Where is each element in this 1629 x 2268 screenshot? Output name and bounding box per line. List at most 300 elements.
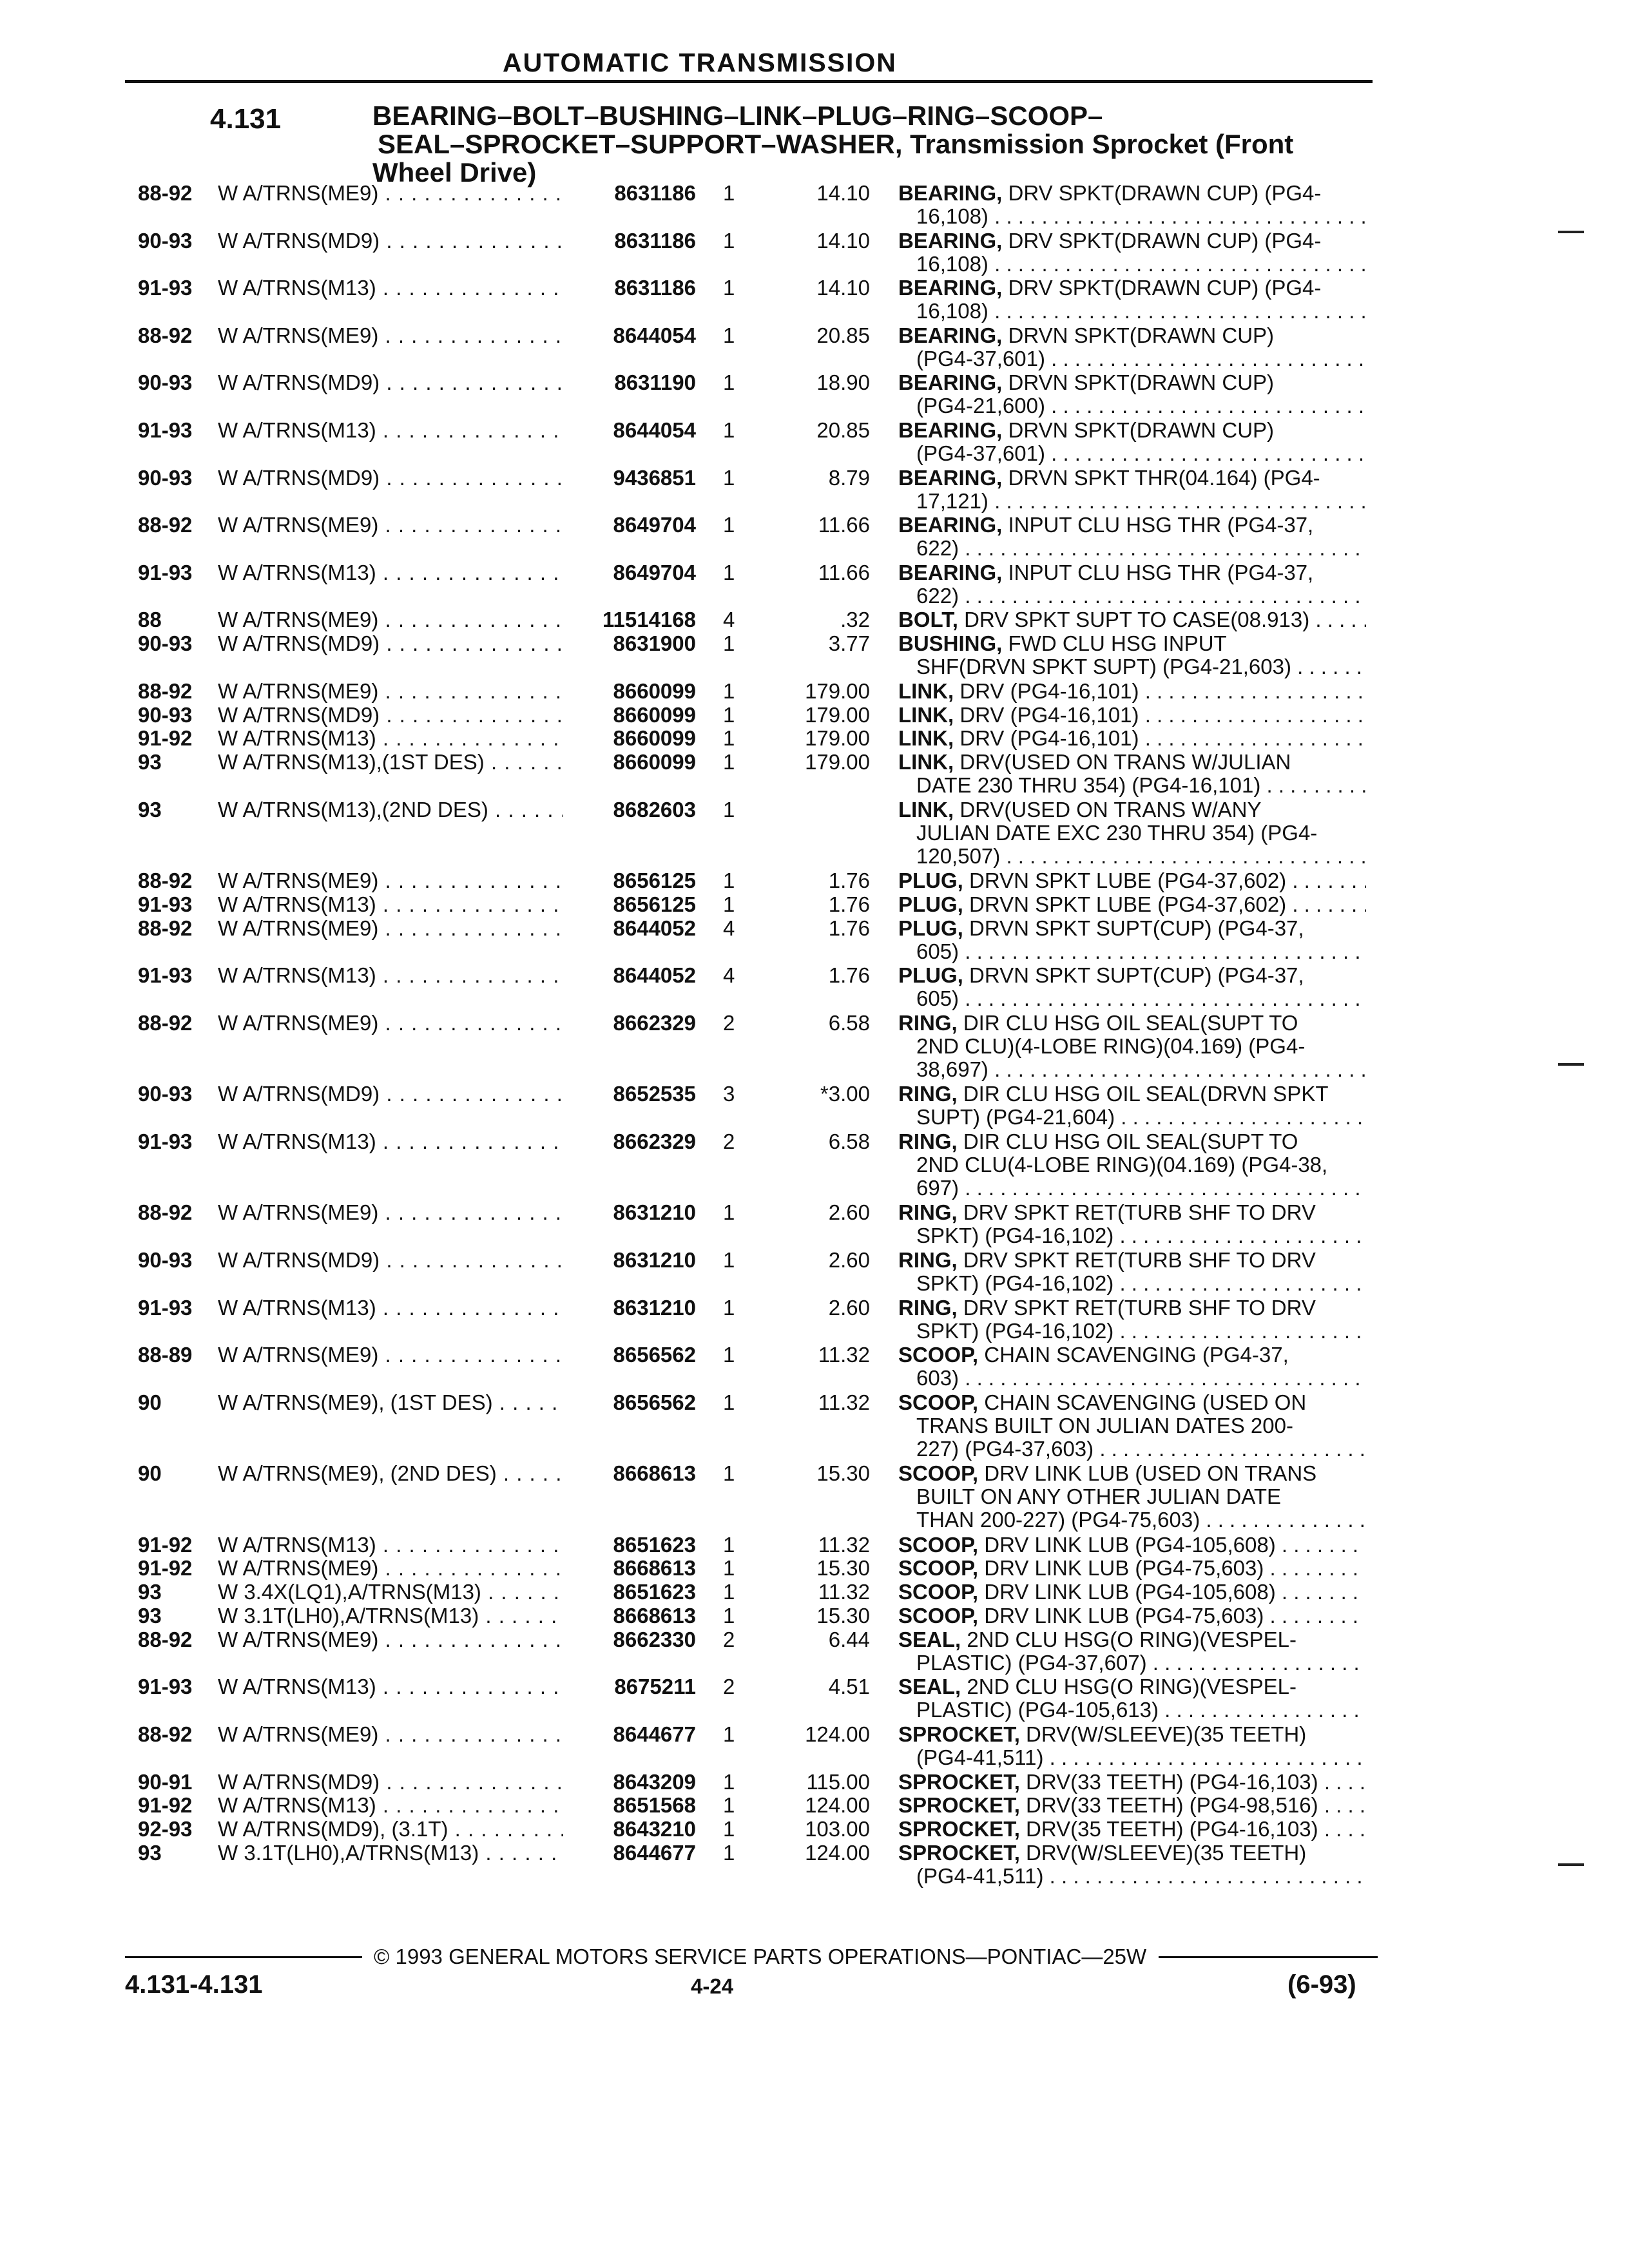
model-years: 91-93 xyxy=(138,1675,193,1698)
application: W A/TRNS(ME9) . . . xyxy=(218,1201,563,1224)
description xyxy=(898,1723,1366,1769)
part-number: 8668613 xyxy=(613,1461,696,1485)
description xyxy=(898,1082,1366,1129)
application: W 3.1T(LH0),A/TRNS(M13) . . . xyxy=(218,1841,563,1865)
quantity: 1 xyxy=(723,1770,735,1794)
footer-rule xyxy=(1159,1956,1378,1958)
part-row xyxy=(0,1391,1629,1462)
application: W 3.1T(LH0),A/TRNS(M13) . . . xyxy=(218,1604,563,1628)
description xyxy=(898,371,1366,418)
part-name: SCOOP, xyxy=(898,1557,979,1580)
price: 1.76 xyxy=(828,916,870,940)
description-text: DIR CLU HSG OIL SEAL(DRVN SPKT xyxy=(963,1082,1329,1106)
description-text: DIR CLU HSG OIL SEAL(SUPT TO xyxy=(963,1130,1298,1153)
quantity: 1 xyxy=(723,229,735,253)
part-number: 8662329 xyxy=(613,1129,696,1153)
application: W A/TRNS(ME9) . . . xyxy=(218,324,563,347)
price: 11.32 xyxy=(818,1580,870,1604)
part-name: RING, xyxy=(898,1082,958,1106)
description-line xyxy=(898,324,1366,347)
section-number: 4.131 xyxy=(210,103,282,135)
quantity: 4 xyxy=(723,608,735,631)
quantity: 2 xyxy=(723,1628,735,1651)
description-text: DATE 230 THRU 354) (PG4-16,101) xyxy=(916,774,1261,797)
application: W A/TRNS(ME9) . . . xyxy=(218,1723,563,1746)
part-row xyxy=(0,324,1629,372)
price: 11.66 xyxy=(818,561,870,584)
part-name: RING, xyxy=(898,1130,958,1153)
model-years: 91-93 xyxy=(138,1129,193,1153)
description-line xyxy=(898,940,1366,963)
description-line xyxy=(898,1082,1366,1106)
part-row xyxy=(0,466,1629,514)
description-text: DRV(W/SLEEVE)(35 TEETH) xyxy=(1026,1723,1307,1746)
part-number: 8644054 xyxy=(613,418,696,442)
model-years: 88-92 xyxy=(138,1722,193,1746)
description-text: 2ND CLU(4-LOBE RING)(04.169) (PG4-38, xyxy=(916,1153,1328,1177)
description-line xyxy=(898,1651,1366,1675)
part-name: BEARING, xyxy=(898,371,1003,394)
price: 4.51 xyxy=(828,1675,870,1698)
part-row xyxy=(0,964,1629,1012)
price: 115.00 xyxy=(806,1770,870,1794)
description-text: 2ND CLU)(4-LOBE RING)(04.169) (PG4- xyxy=(916,1035,1306,1058)
description-line xyxy=(898,276,1366,300)
part-name: SPROCKET, xyxy=(898,1771,1020,1794)
part-number: 8660099 xyxy=(613,703,696,727)
model-years: 91-93 xyxy=(138,418,193,442)
description xyxy=(898,1771,1366,1794)
quantity: 1 xyxy=(723,370,735,394)
application: W A/TRNS(ME9) . . . xyxy=(218,1557,563,1580)
description-text: DRV (PG4-16,101) xyxy=(959,727,1139,750)
price: 124.00 xyxy=(805,1841,870,1865)
description-line xyxy=(898,1343,1366,1367)
part-row xyxy=(0,1533,1629,1557)
application: W A/TRNS(MD9) . . . xyxy=(218,1771,563,1794)
part-name: SCOOP, xyxy=(898,1343,979,1367)
description xyxy=(898,680,1366,703)
part-name: BUSHING, xyxy=(898,632,1003,655)
description xyxy=(898,1130,1366,1200)
quantity: 1 xyxy=(723,892,735,916)
model-years: 88-92 xyxy=(138,1200,193,1224)
part-number: 8651568 xyxy=(613,1793,696,1817)
description-text: DRV (PG4-16,101) xyxy=(959,680,1139,703)
model-years: 93 xyxy=(138,798,162,822)
description-line xyxy=(898,561,1366,584)
part-name: RING, xyxy=(898,1249,958,1272)
description-line xyxy=(898,1841,1366,1865)
model-years: 91-93 xyxy=(138,276,193,300)
description-line xyxy=(898,1012,1366,1035)
description-line xyxy=(898,822,1366,845)
description-line xyxy=(898,1604,1366,1628)
part-name: PLUG, xyxy=(898,917,963,940)
description xyxy=(898,1841,1366,1888)
model-years: 92-93 xyxy=(138,1817,193,1841)
description-text: DRVN SPKT(DRAWN CUP) xyxy=(1008,371,1275,394)
description xyxy=(898,182,1366,228)
part-row xyxy=(0,917,1629,965)
quantity: 1 xyxy=(723,1580,735,1604)
part-row xyxy=(0,727,1629,751)
description-line xyxy=(898,419,1366,442)
description-text: DRVN SPKT SUPT(CUP) (PG4-37, xyxy=(969,917,1304,940)
part-row xyxy=(0,1581,1629,1604)
application: W A/TRNS(ME9) . . . xyxy=(218,1628,563,1651)
description-line xyxy=(898,1296,1366,1320)
description xyxy=(898,1201,1366,1247)
description-line xyxy=(898,798,1366,822)
model-years: 88-92 xyxy=(138,869,193,892)
price: 2.60 xyxy=(828,1248,870,1272)
quantity: 1 xyxy=(723,1817,735,1841)
model-years: 88-92 xyxy=(138,181,193,205)
part-name: RING, xyxy=(898,1012,958,1035)
description-text: 622) xyxy=(916,584,959,608)
part-number: 8660099 xyxy=(613,750,696,774)
quantity: 1 xyxy=(723,418,735,442)
description-text: PLASTIC) (PG4-37,607) xyxy=(916,1651,1147,1675)
description xyxy=(898,893,1366,916)
application: W A/TRNS(M13) . . . xyxy=(218,964,563,987)
description xyxy=(898,1462,1366,1532)
description-line xyxy=(898,229,1366,253)
model-years: 88-92 xyxy=(138,1628,193,1651)
part-row xyxy=(0,371,1629,419)
description xyxy=(898,1249,1366,1295)
quantity: 3 xyxy=(723,1082,735,1106)
description-text: DRVN SPKT LUBE (PG4-37,602) xyxy=(969,893,1287,916)
price: 179.00 xyxy=(805,750,870,774)
description xyxy=(898,1533,1366,1557)
quantity: 1 xyxy=(723,869,735,892)
description-line xyxy=(898,1367,1366,1390)
footer-copyright: © 1993 GENERAL MOTORS SERVICE PARTS OPERATIONS—PONTIAC—25W xyxy=(374,1945,1147,1968)
description xyxy=(898,704,1366,727)
quantity: 1 xyxy=(723,323,735,347)
quantity: 1 xyxy=(723,631,735,655)
description-text: DRV(USED ON TRANS W/ANY xyxy=(959,798,1262,822)
price: 11.32 xyxy=(818,1533,870,1557)
application: W 3.4X(LQ1),A/TRNS(M13) . . . xyxy=(218,1581,563,1604)
quantity: 1 xyxy=(723,513,735,537)
model-years: 88-92 xyxy=(138,323,193,347)
price: 11.32 xyxy=(818,1390,870,1414)
model-years: 91-92 xyxy=(138,1793,193,1817)
part-number: 8668613 xyxy=(613,1604,696,1628)
part-name: SCOOP, xyxy=(898,1581,979,1604)
application: W A/TRNS(ME9) . . . xyxy=(218,1343,563,1367)
description-text: 16,108) xyxy=(916,300,988,323)
description-line xyxy=(898,774,1366,797)
price: 103.00 xyxy=(805,1817,870,1841)
model-years: 90-93 xyxy=(138,1248,193,1272)
model-years: 90-93 xyxy=(138,1082,193,1106)
description-text: 120,507) xyxy=(916,845,1001,868)
application: W A/TRNS(MD9), (3.1T) . . . xyxy=(218,1818,563,1841)
description-text: DRV(33 TEETH) (PG4-16,103) xyxy=(1026,1771,1318,1794)
description-line xyxy=(898,1675,1366,1698)
quantity: 1 xyxy=(723,561,735,584)
description-text: 603) xyxy=(916,1367,959,1390)
description-line xyxy=(898,490,1366,513)
description-line xyxy=(898,1557,1366,1580)
description xyxy=(898,1628,1366,1675)
part-name: SCOOP, xyxy=(898,1391,979,1414)
part-number: 8656125 xyxy=(613,869,696,892)
part-name: SCOOP, xyxy=(898,1462,979,1485)
part-number: 8675211 xyxy=(614,1675,696,1698)
price: 6.58 xyxy=(828,1011,870,1035)
description-line xyxy=(898,253,1366,276)
price: 124.00 xyxy=(805,1793,870,1817)
margin-mark xyxy=(1558,1063,1584,1066)
description-text: DRV(USED ON TRANS W/JULIAN xyxy=(959,751,1291,774)
part-row xyxy=(0,893,1629,917)
application: W A/TRNS(MD9) . . . xyxy=(218,1082,563,1106)
part-name: SCOOP, xyxy=(898,1604,979,1628)
description xyxy=(898,727,1366,750)
description-text: DRV(33 TEETH) (PG4-98,516) xyxy=(1026,1794,1318,1817)
part-row xyxy=(0,1771,1629,1794)
model-years: 91-93 xyxy=(138,561,193,584)
description-text: SUPT) (PG4-21,604) xyxy=(916,1106,1115,1129)
part-number: 8660099 xyxy=(613,679,696,703)
model-years: 93 xyxy=(138,1604,162,1628)
price: 1.76 xyxy=(828,963,870,987)
description xyxy=(898,419,1366,465)
description-line xyxy=(898,845,1366,868)
model-years: 90 xyxy=(138,1390,162,1414)
description xyxy=(898,964,1366,1010)
description-text: 38,697) xyxy=(916,1058,988,1081)
description-text: DRV SPKT RET(TURB SHF TO DRV xyxy=(963,1296,1316,1320)
section-title-line: Wheel Drive) xyxy=(372,157,537,187)
description-line xyxy=(898,680,1366,703)
price: 11.66 xyxy=(818,513,870,537)
model-years: 90-93 xyxy=(138,466,193,490)
description-text: PLASTIC) (PG4-105,613) xyxy=(916,1698,1159,1722)
description xyxy=(898,869,1366,892)
part-number: 8652535 xyxy=(613,1082,696,1106)
part-name: BEARING, xyxy=(898,561,1003,584)
description xyxy=(898,1604,1366,1628)
part-number: 8631190 xyxy=(614,370,696,394)
description xyxy=(898,1581,1366,1604)
part-name: BEARING, xyxy=(898,324,1003,347)
description xyxy=(898,1557,1366,1580)
description-text: 16,108) xyxy=(916,205,988,228)
description-text: DRVN SPKT LUBE (PG4-37,602) xyxy=(969,869,1287,892)
quantity: 1 xyxy=(723,1343,735,1367)
description-text: CHAIN SCAVENGING (USED ON xyxy=(984,1391,1307,1414)
quantity: 1 xyxy=(723,1722,735,1746)
description-text: (PG4-37,601) xyxy=(916,442,1045,465)
part-row xyxy=(0,1628,1629,1676)
description-text: 697) xyxy=(916,1177,959,1200)
description-text: SPKT) (PG4-16,102) xyxy=(916,1320,1114,1343)
price: 8.79 xyxy=(828,466,870,490)
part-row xyxy=(0,561,1629,609)
description-line xyxy=(898,1462,1366,1485)
quantity: 1 xyxy=(723,1556,735,1580)
part-name: BEARING, xyxy=(898,514,1003,537)
part-name: SPROCKET, xyxy=(898,1723,1020,1746)
part-number: 8662329 xyxy=(613,1011,696,1035)
part-number: 8660099 xyxy=(613,726,696,750)
description-line xyxy=(898,394,1366,418)
price: 2.60 xyxy=(828,1200,870,1224)
price: 179.00 xyxy=(805,726,870,750)
description-line xyxy=(898,1272,1366,1295)
part-row xyxy=(0,1818,1629,1841)
description-text: DRVN SPKT SUPT(CUP) (PG4-37, xyxy=(969,964,1304,987)
footer-page-number: 4-24 xyxy=(691,1974,734,1998)
price: 179.00 xyxy=(805,703,870,727)
application: W A/TRNS(M13) . . . xyxy=(218,561,563,584)
description xyxy=(898,751,1366,797)
description-line xyxy=(898,964,1366,987)
part-row xyxy=(0,798,1629,869)
description-line xyxy=(898,514,1366,537)
part-name: PLUG, xyxy=(898,893,963,916)
description xyxy=(898,514,1366,560)
part-row xyxy=(0,1675,1629,1723)
price: 3.77 xyxy=(828,631,870,655)
part-number: 9436851 xyxy=(613,466,696,490)
footer-date-code: (6-93) xyxy=(1287,1970,1356,1999)
part-number: 8651623 xyxy=(613,1580,696,1604)
description-line xyxy=(898,1485,1366,1508)
description-text: BUILT ON ANY OTHER JULIAN DATE xyxy=(916,1485,1282,1508)
model-years: 91-92 xyxy=(138,1533,193,1557)
description-line xyxy=(898,1153,1366,1177)
price: 18.90 xyxy=(816,370,870,394)
quantity: 1 xyxy=(723,1200,735,1224)
description-line xyxy=(898,1391,1366,1414)
part-name: BEARING, xyxy=(898,419,1003,442)
description xyxy=(898,276,1366,323)
description xyxy=(898,466,1366,513)
margin-mark xyxy=(1558,1863,1584,1866)
description-text: DRV SPKT RET(TURB SHF TO DRV xyxy=(963,1201,1316,1224)
part-row xyxy=(0,704,1629,727)
quantity: 1 xyxy=(723,1841,735,1865)
model-years: 91-93 xyxy=(138,963,193,987)
description-line xyxy=(898,584,1366,608)
price: 1.76 xyxy=(828,869,870,892)
description-text: DRV LINK LUB (PG4-75,603) xyxy=(984,1557,1264,1580)
part-name: BEARING, xyxy=(898,229,1003,253)
description-text: DRV SPKT(DRAWN CUP) (PG4- xyxy=(1008,182,1322,205)
model-years: 90-93 xyxy=(138,631,193,655)
description-text: TRANS BUILT ON JULIAN DATES 200- xyxy=(916,1414,1293,1437)
price: 2.60 xyxy=(828,1296,870,1320)
description-line xyxy=(898,347,1366,370)
description-text: DRV SPKT(DRAWN CUP) (PG4- xyxy=(1008,229,1322,253)
part-row xyxy=(0,1462,1629,1533)
price: 124.00 xyxy=(805,1722,870,1746)
description-line xyxy=(898,1320,1366,1343)
description-line xyxy=(898,917,1366,940)
application: W A/TRNS(M13) . . . xyxy=(218,727,563,750)
description xyxy=(898,632,1366,678)
part-name: RING, xyxy=(898,1296,958,1320)
description-line xyxy=(898,1437,1366,1461)
part-number: 8644677 xyxy=(613,1722,696,1746)
description xyxy=(898,798,1366,868)
application: W A/TRNS(M13),(1ST DES) . . . xyxy=(218,751,563,774)
description-text: SHF(DRVN SPKT SUPT) (PG4-21,603) xyxy=(916,655,1291,678)
model-years: 93 xyxy=(138,1580,162,1604)
part-number: 8644677 xyxy=(613,1841,696,1865)
application: W A/TRNS(ME9), (1ST DES) . . . xyxy=(218,1391,563,1414)
description-line xyxy=(898,608,1366,631)
part-row xyxy=(0,1723,1629,1771)
description-line xyxy=(898,1723,1366,1746)
quantity: 1 xyxy=(723,466,735,490)
model-years: 90 xyxy=(138,1461,162,1485)
description-text: THAN 200-227) (PG4-75,603) xyxy=(916,1508,1200,1532)
description-text: DIR CLU HSG OIL SEAL(SUPT TO xyxy=(963,1012,1298,1035)
part-number: 8682603 xyxy=(613,798,696,822)
part-row xyxy=(0,1557,1629,1581)
model-years: 93 xyxy=(138,1841,162,1865)
description-line xyxy=(898,1533,1366,1557)
description-text: DRVN SPKT(DRAWN CUP) xyxy=(1008,419,1275,442)
price: 14.10 xyxy=(816,276,870,300)
price: 20.85 xyxy=(816,418,870,442)
quantity: 1 xyxy=(723,1248,735,1272)
part-name: BOLT, xyxy=(898,608,958,631)
application: W A/TRNS(M13) . . . xyxy=(218,1296,563,1320)
part-row xyxy=(0,514,1629,561)
model-years: 88 xyxy=(138,608,162,631)
part-name: LINK, xyxy=(898,704,954,727)
description-text: (PG4-41,511) xyxy=(916,1865,1044,1888)
price: 15.30 xyxy=(816,1604,870,1628)
part-row xyxy=(0,1343,1629,1391)
page-header-title: AUTOMATIC TRANSMISSION xyxy=(503,48,897,77)
part-name: SCOOP, xyxy=(898,1533,979,1557)
application: W A/TRNS(M13) . . . xyxy=(218,1130,563,1153)
description xyxy=(898,1794,1366,1817)
model-years: 90-91 xyxy=(138,1770,193,1794)
application: W A/TRNS(ME9) . . . xyxy=(218,680,563,703)
description-line xyxy=(898,751,1366,774)
description-text: 17,121) xyxy=(916,490,988,513)
description-text: DRV(35 TEETH) (PG4-16,103) xyxy=(1026,1818,1318,1841)
model-years: 88-92 xyxy=(138,1011,193,1035)
price: 1.76 xyxy=(828,892,870,916)
description-text: DRV(W/SLEEVE)(35 TEETH) xyxy=(1026,1841,1307,1865)
model-years: 88-92 xyxy=(138,916,193,940)
description-text: SPKT) (PG4-16,102) xyxy=(916,1272,1114,1295)
price: .32 xyxy=(840,608,870,631)
description-text: 605) xyxy=(916,987,959,1010)
part-number: 8668613 xyxy=(613,1556,696,1580)
application: W A/TRNS(MD9) . . . xyxy=(218,229,563,253)
description-text: (PG4-41,511) xyxy=(916,1746,1044,1769)
footer-rule xyxy=(125,1956,362,1958)
description-text: CHAIN SCAVENGING (PG4-37, xyxy=(984,1343,1289,1367)
description-line xyxy=(898,1628,1366,1651)
application: W A/TRNS(MD9) . . . xyxy=(218,371,563,394)
part-number: 8631186 xyxy=(614,181,696,205)
quantity: 2 xyxy=(723,1011,735,1035)
